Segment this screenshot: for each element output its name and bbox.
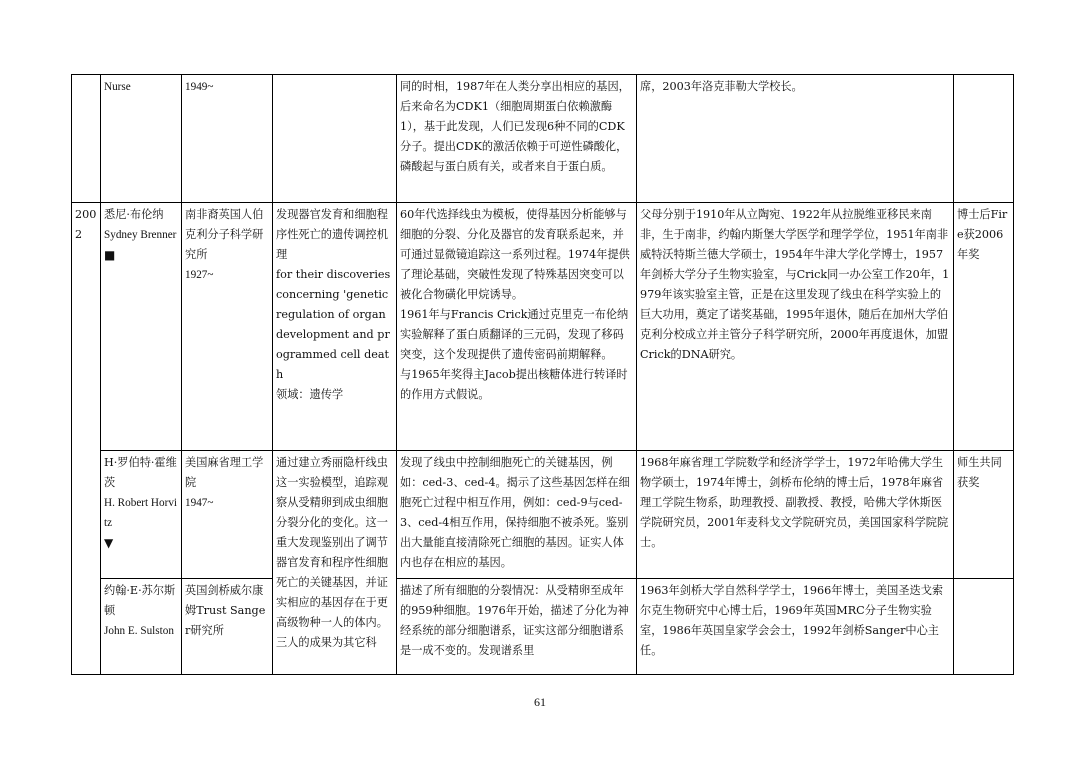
institution-cell (182, 203, 273, 451)
page-number: 61 (534, 695, 546, 709)
biography-cell: 1963年剑桥大学自然科学学士，1966年博士，美国圣迭戈索尔克生物研究中心博士后，1969年英国MRC分子生物实验室，1986年英国皇家学会会士，1992年剑桥Sanger中心主任。 (637, 579, 954, 675)
note-cell: 师生共同获奖 (954, 451, 1014, 579)
institution-cell: 1949~ (182, 75, 273, 203)
laureate-name-cn: 悉尼·布伦纳 (104, 208, 164, 221)
birth-year: 1947~ (185, 497, 214, 509)
award-reason-cell: 通过建立秀丽隐杆线虫这一实验模型，追踪观察从受精卵到成虫细胞分裂分化的变化。这一重大发现鉴别出了调节器官发育和程序性细胞死亡的关键基因，并证实相应的基因存在于更高级物种一人的体内。三人的成果为其它科 (273, 451, 397, 675)
laureate-name-cn: H·罗伯特·霍维茨 (104, 456, 177, 489)
laureate-name-cn: 约翰·E·苏尔斯顿 (104, 584, 176, 617)
birth-year: 1927~ (185, 269, 214, 281)
biography-cell: 父母分别于1910年从立陶宛、1922年从拉脱维亚移民来南非，生于南非，约翰内斯堡大学医学和理学学位，1951年南非威特沃特斯兰德大学硕士，1954年牛津大学化学博士，1957年剑桥大学分子生物实验室，与Crick同一办公室工作20年，1979年该实验室主管，正是在这里发现了线虫在科学实验上的巨大功用，奠定了诺奖基础，1995年退休，随后在加州大学伯克利分校成立并主管分子科学研究所，2000年再度退休，加盟Crick的DNA研究。 (637, 203, 954, 451)
institution-cell: 英国剑桥威尔康姆Trust Sanger研究所 (182, 579, 273, 675)
laureate-mark: ▼ (104, 536, 114, 550)
laureate-name-cell: Nurse (101, 75, 182, 203)
table-row-nurse (72, 75, 1014, 203)
award-reason-cell (273, 75, 397, 203)
contribution-cell: 60年代选择线虫为模板，使得基因分析能够与细胞的分裂、分化及器官的发育联系起来，并可通过显微镜追踪这一系列过程。1974年提供了理论基础，突破性发现了特殊基因突变可以被化合物磺化甲烷诱导。 1961年与Francis Crick通过克里克一布伦纳实验解释了蛋白质翻译的三元码，发现了移码突变，这个发现提供了遗传密码前期解释。 与1965年奖得主Jacob提出核糖体进行转译时的作用方式假说。 (397, 203, 637, 451)
year-cell (72, 75, 101, 203)
note-cell (954, 579, 1014, 675)
biography-cell: 席，2003年洛克菲勒大学校长。 (637, 75, 954, 203)
laureates-table (71, 74, 1014, 675)
contribution-cell: 描述了所有细胞的分裂情况：从受精卵至成年的959种细胞。1976年开始，描述了分化为神经系统的部分细胞谱系，证实这部分细胞谱系是一成不变的。发现谱系里 (397, 579, 637, 675)
note-cell: 博士后Fire获2006年奖 (954, 203, 1014, 451)
laureate-name-cell (101, 203, 182, 451)
biography-cell: 1968年麻省理工学院数学和经济学学士，1972年哈佛大学生物学硕士，1974年博士，剑桥布伦纳的博士后，1978年麻省理工学院生物系，助理教授、副教授、教授，哈佛大学休斯医学院研究员，2001年麦科戈文学院研究员，美国国家科学院院士。 (637, 451, 954, 579)
award-reason-cell: 发现器官发育和细胞程序性死亡的遗传调控机理 for their discoveries concerning 'genetic regulation of organ development and programmed cell death 领域：遗传学 (273, 203, 397, 451)
table-row-horvitz (72, 451, 1014, 579)
contribution-cell: 发现了线虫中控制细胞死亡的关键基因，例如：ced-3、ced-4。揭示了这些基因怎样在细胞死亡过程中相互作用，例如：ced-9与ced-3、ced-4相互作用，保持细胞不被杀死。鉴别出大量能直接清除死亡细胞的基因。证实人体内也存在相应的基因。 (397, 451, 637, 579)
institution-name: 美国麻省理工学院 (185, 456, 264, 489)
laureate-mark: ■ (104, 248, 116, 262)
year-cell: 2002 (72, 203, 101, 675)
laureate-name-en: John E. Sulston (104, 625, 174, 637)
note-cell (954, 75, 1014, 203)
laureate-name-cell (101, 451, 182, 579)
institution-name: 南非裔英国人伯克利分子科学研究所 (185, 208, 264, 261)
table-row-sulston (72, 579, 1014, 675)
laureate-name-cell (101, 579, 182, 675)
institution-cell (182, 451, 273, 579)
table-row-brenner (72, 203, 1014, 451)
laureate-name-en: Sydney Brenner (104, 229, 177, 241)
laureate-name-en: H. Robert Horvitz (104, 497, 178, 529)
contribution-cell: 同的时相，1987年在人类分享出相应的基因，后来命名为CDK1（细胞周期蛋白依赖激酶1），基于此发现，人们已发现6种不同的CDK分子。提出CDK的激活依赖于可逆性磷酸化，磷酸起与蛋白质有关，或者来自于蛋白质。 (397, 75, 637, 203)
